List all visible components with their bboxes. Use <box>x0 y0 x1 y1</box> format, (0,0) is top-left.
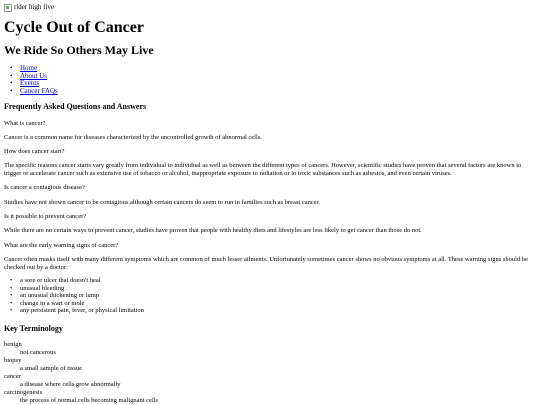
site-tagline: We Ride So Others May Live <box>4 43 154 57</box>
nav-link-about-us[interactable]: About Us <box>20 71 48 80</box>
term: biopsy <box>4 357 22 364</box>
faq-answer: Cancer often masks itself with many different symptoms which are common of much lesser ailments. Unfortunately sometimes cancer shows no obvious symptoms at all. These warning signs should be checked out by a doctor: <box>4 256 528 271</box>
nav-link-home[interactable]: Home <box>20 64 38 72</box>
list-item: • any persistent pain, fever, or physical limitation <box>10 307 144 315</box>
list-item: • unusual bleeding <box>10 285 144 293</box>
faq-question: What is cancer? <box>4 120 46 127</box>
term-definition: a disease where cells grow abnormally <box>20 381 121 388</box>
faq-question: Is cancer a contagious disease? <box>4 184 85 191</box>
rider-high-five-image <box>4 3 54 12</box>
faq-answer: While there are no certain ways to prevent cancer, studies have proven that people with healthy diets and lifestyles are less likely to get cancer than those do not. <box>4 227 422 234</box>
list-item: • change in a wart or mole <box>10 300 144 308</box>
term: carcinogenesis <box>4 389 43 396</box>
terminology-heading: Key Terminology <box>4 324 63 333</box>
term-definition: not cancerous <box>20 349 56 356</box>
term-definition: a small sample of tissue <box>20 365 83 372</box>
faq-question: How does cancer start? <box>4 148 65 155</box>
faq-answer: Cancer is a common name for diseases characterized by the uncontrolled growth of abnormal cells. <box>4 134 262 141</box>
term-definition: the process of normal cells becoming malignant cells <box>20 397 159 404</box>
terminology-list <box>4 341 158 405</box>
warning-signs-list <box>10 277 144 315</box>
faq-question: Is it possible to prevent cancer? <box>4 213 87 220</box>
faq-answer: Studies have not shown cancer to be contagious although certain cancers do seem to run in families such as breast cancer. <box>4 199 321 206</box>
faq-heading: Frequently Asked Questions and Answers <box>4 102 147 111</box>
nav-link-cancer-faqs[interactable]: Cancer FAQs <box>20 86 58 95</box>
faq-question: What are the early warning signs of cancer? <box>4 242 119 249</box>
list-item: • an unusual thickening or lump <box>10 292 144 300</box>
broken-image-icon <box>4 4 12 12</box>
faq-answer: The specific reasons cancer starts vary greatly from individual to individual as well as between the different types of cancers. However, scientific studies have proven that several factors are known to trigger or accelerate cancer such as extensive use of tobacco or alcohol, inappropriate exposure to radiation or to toxic substances such as asbestos, and even certain viruses. <box>4 162 522 177</box>
nav-item-cancer-faqs <box>10 88 58 96</box>
image-alt-text: rider high five <box>14 3 55 11</box>
site-title: Cycle Out of Cancer <box>4 19 144 36</box>
nav-link-events[interactable]: Events <box>20 79 40 88</box>
list-item: • a sore or ulcer that doesn't heal <box>10 277 144 285</box>
main-nav <box>10 65 58 95</box>
term: cancer <box>4 373 21 380</box>
term: benign <box>4 341 22 348</box>
